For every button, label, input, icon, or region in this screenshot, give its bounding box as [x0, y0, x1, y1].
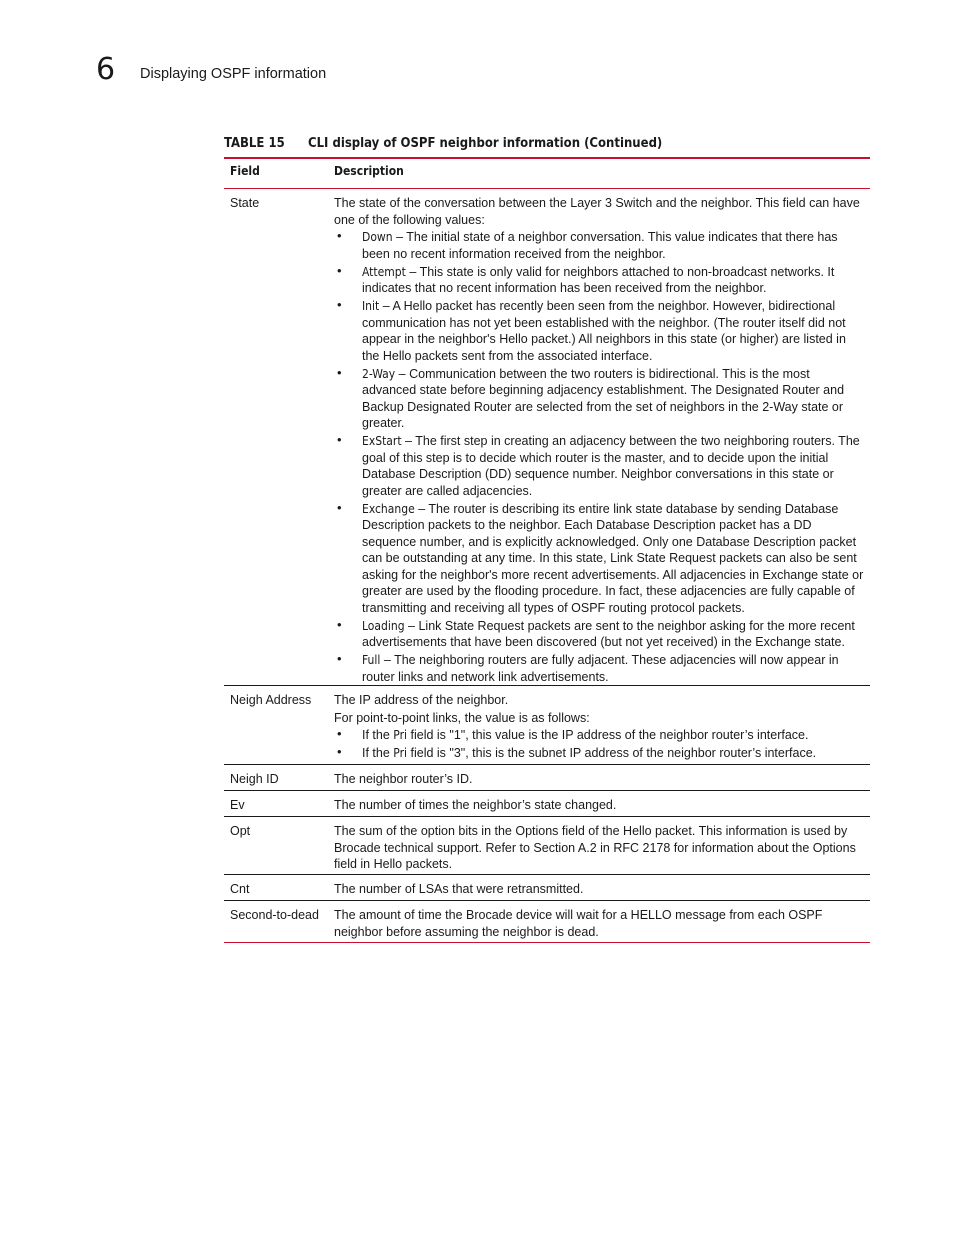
chapter-number: 6 — [96, 52, 116, 87]
state-text: – The neighboring routers are fully adjacent. These adjacencies will now appear in router links and network link advertisements. — [362, 653, 839, 684]
state-term: 2-Way — [362, 366, 396, 381]
table-number: TABLE 15 — [224, 136, 285, 151]
table-row-state — [224, 189, 870, 686]
state-text: – The initial state of a neighbor conversation. This value indicates that there has been no recent information received from the neighbor. — [362, 230, 838, 261]
state-text: – Communication between the two routers is bidirectional. This is the most advanced state before beginning adjacency establishment. The Designated Router and Backup Designated Router are selected from the set of neighbors in the 2-Way state or greater. — [362, 366, 845, 430]
pri-term: Pri — [393, 728, 408, 742]
state-text: – The first step in creating an adjacency between the two neighboring routers. The goal of this step is to decide which router is the master, and to decide upon the initial Database Description (DD) sequence number. Neighbor conversations in this state or greater are called adjacencies. — [362, 434, 860, 498]
description-cell: The amount of time the Brocade device will wait for a HELLO message from each OSPF neighbor before assuming the neighbor is dead. — [334, 908, 823, 939]
header-description: Description — [334, 164, 404, 178]
bullet-icon: • — [337, 726, 342, 741]
bullet-icon: • — [337, 228, 342, 243]
neigh-address-list — [334, 727, 864, 762]
header-field: Field — [230, 164, 260, 178]
state-term: ExStart — [362, 434, 402, 448]
pri-term: Pri — [393, 746, 408, 760]
state-text: – A Hello packet has recently been seen from the neighbor. However, bidirectional communication has not yet been established with the neighbor. (The router itself did not appear in the neighbor's Hello packet.) All neighbors in this state (or higher) are listed in the Hello packets sent from the associated interface. — [362, 299, 846, 363]
bullet-icon: • — [337, 364, 342, 380]
table-title: CLI display of OSPF neighbor information (Continued) — [308, 136, 663, 151]
state-term: Init — [362, 299, 380, 313]
list-item — [334, 298, 864, 364]
list-item — [334, 652, 864, 685]
description-cell — [334, 690, 870, 764]
list-item — [334, 433, 864, 499]
state-text: – The router is describing its entire link state database by sending Database Description packets to the neighbor. Each Database Description packet has a DD sequence number, and is explicitly acknowledged. Only one Database Description packet can be outstanding at any time. In this state, Link State Request packets can also be sent asking for the neighbor's more recent advertisements. All adjacencies in Exchange state or greater are used by the flooding procedure. In fact, these adjacencies are fully capable of transmitting and receiving all types of OSPF routing protocol packets. — [362, 501, 864, 615]
state-text: – This state is only valid for neighbors attached to non-broadcast networks. It indicates that no recent information has been received from the neighbor. — [362, 264, 835, 295]
field-cell: State — [230, 196, 260, 210]
list-item — [334, 229, 864, 262]
list-item — [334, 727, 864, 744]
bullet-icon: • — [337, 297, 342, 312]
description-cell: The number of times the neighbor’s state changed. — [334, 798, 617, 812]
neigh-address-line: For point-to-point links, the value is as follows: — [334, 710, 590, 725]
state-term: Loading — [362, 618, 405, 633]
state-value-list — [334, 229, 864, 685]
state-term: Down — [362, 230, 393, 244]
table-row-cnt — [224, 875, 870, 901]
bullet-icon: • — [337, 432, 342, 447]
description-cell: The number of LSAs that were retransmitted. — [334, 882, 584, 896]
bullet-icon: • — [337, 499, 342, 515]
item-pre: If the — [362, 728, 394, 742]
table-row-second-to-dead — [224, 901, 870, 942]
description-cell — [334, 193, 870, 685]
list-item — [334, 366, 864, 432]
item-text: field is "1", this value is the IP address of the neighbor router’s interface. — [407, 728, 809, 742]
bullet-icon: • — [337, 744, 342, 759]
table-caption — [224, 135, 870, 153]
table-header-row — [224, 159, 870, 189]
chapter-title: Displaying OSPF information — [140, 66, 327, 82]
ospf-neighbor-table — [224, 157, 870, 943]
bullet-icon: • — [337, 262, 342, 278]
table-row-opt — [224, 817, 870, 875]
state-term: Attempt — [362, 264, 406, 279]
item-pre: If the — [362, 746, 394, 760]
table-row-neigh-id — [224, 765, 870, 791]
field-cell: Neigh Address — [230, 693, 312, 707]
field-cell: Neigh ID — [230, 772, 279, 786]
item-text: field is "3", this is the subnet IP address of the neighbor router’s interface. — [407, 746, 817, 760]
list-item — [334, 745, 864, 762]
neigh-address-line: The IP address of the neighbor. — [334, 693, 509, 707]
bullet-icon: • — [337, 651, 342, 666]
table-row-ev — [224, 791, 870, 817]
field-cell: Cnt — [230, 882, 250, 896]
state-text: – Link State Request packets are sent to the neighbor asking for the more recent advertisements that have been discovered (but not yet received) in the Exchange state. — [362, 618, 855, 649]
state-term: Exchange — [362, 501, 415, 516]
description-cell: The neighbor router’s ID. — [334, 772, 473, 786]
list-item — [334, 618, 864, 651]
field-cell: Second-to-dead — [230, 908, 319, 922]
field-cell: Opt — [230, 824, 251, 838]
list-item — [334, 501, 864, 617]
field-cell: Ev — [230, 798, 245, 812]
bullet-icon: • — [337, 616, 342, 632]
table-row-neigh-address — [224, 686, 870, 765]
list-item — [334, 264, 864, 297]
state-term: Full — [362, 653, 381, 667]
state-intro: The state of the conversation between the Layer 3 Switch and the neighbor. This field can have one of the following values: — [334, 196, 860, 227]
description-cell: The sum of the option bits in the Options field of the Hello packet. This information is used by Brocade technical support. Refer to Section A.2 in RFC 2178 for information about the Options field in Hello packets. — [334, 824, 856, 871]
